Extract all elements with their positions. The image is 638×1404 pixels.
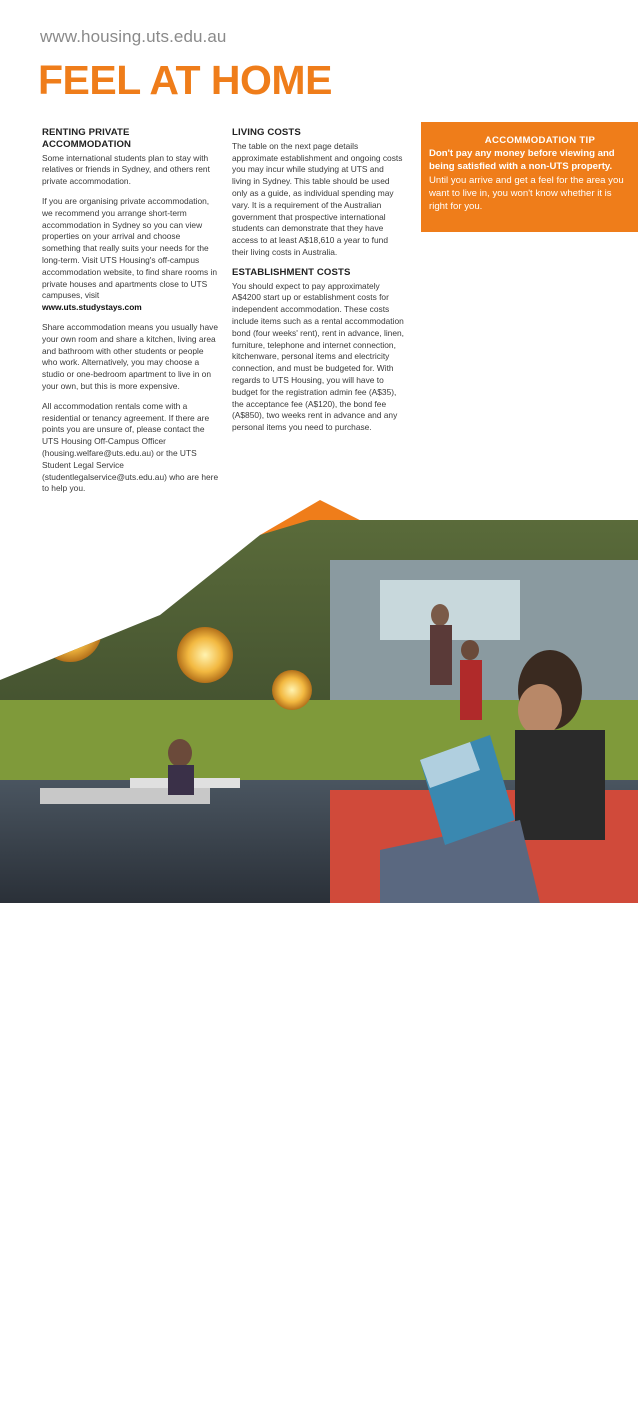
page-number: 26 — [45, 1394, 56, 1404]
tip-text: Until you arrive and get a feel for the area you want to live in, you won't know whether it is right for you. — [429, 174, 624, 213]
tip-bold-text: Don't pay any money before viewing and being satisfied with a non-UTS property. — [429, 148, 615, 173]
establishment-costs-heading: ESTABLISHMENT COSTS — [232, 266, 351, 278]
living-costs-heading: LIVING COSTS — [232, 127, 301, 138]
renting-heading: RENTING PRIVATE ACCOMMODATION — [42, 127, 132, 150]
website-url[interactable]: www.housing.uts.edu.au — [40, 27, 227, 46]
living-costs-paragraph: The table on the next page details approximate establishment and ongoing costs you may incur while studying at UTS and living in Sydney. This table should be used only as a guide, as individual spending may vary. It is a requirement of the Australian government that prospective international students can demonstrate that they have access to at least A$18,610 a year to fund their living costs in Australia. — [232, 140, 403, 257]
column-costs — [232, 127, 404, 442]
renting-paragraph-2 — [42, 196, 220, 314]
tip-body — [429, 147, 631, 213]
renting-paragraph-1: Some international students plan to stay with relatives or friends in Sydney, and others rent private accommodation. — [42, 152, 210, 187]
tip-title: ACCOMMODATION TIP — [484, 135, 596, 146]
student-lounge-photo-image — [0, 520, 638, 903]
studystays-link[interactable]: www.uts.studystays.com — [42, 302, 142, 313]
establishment-costs-paragraph: You should expect to pay approximately A$4200 start up or establishment costs for independent accommodation. These costs include items such as a rental accommodation bond (four weeks' rent), rent in advance, linen, furniture, telephone and internet connection, kitchenware, personal items and electricity connection, and must be budgeted for. With regards to UTS Housing, you will have to budget for the registration admin fee (A$35), the acceptance fee (A$120), the bond fee (A$850), two weeks rent in advance and any personal items you need to purchase. — [232, 280, 404, 433]
lounge-photo — [0, 520, 638, 1404]
renting-paragraph-2-text: If you are organising private accommodation, we recommend you arrange short-term accommodation in Sydney so you can view properties on your arrival and choose something that really suits your needs for the long-term. Visit UTS Housing's off-campus accommodation website, to find share rooms in private houses and apartments close to UTS campuses, visit — [42, 195, 218, 301]
column-renting — [42, 127, 220, 503]
renting-paragraph-3: Share accommodation means you usually have your own room and share a kitchen, living area and bathroom with other students or people who work. Alternatively, you may choose a studio or one-bedroom apartment to live in on your own, but this is more expensive. — [42, 321, 218, 391]
page-title: FEEL AT HOME — [38, 57, 332, 103]
tip-content — [429, 134, 631, 213]
accommodation-tip-box — [421, 122, 638, 232]
renting-paragraph-4: All accommodation rentals come with a residential or tenancy agreement. If there are points you are unsure of, please contact the UTS Housing Off-Campus Officer (housing.welfare@uts.edu.au) or the UTS Student Legal Service (studentlegalservice@uts.edu.au) who are here to help you. — [42, 400, 219, 494]
